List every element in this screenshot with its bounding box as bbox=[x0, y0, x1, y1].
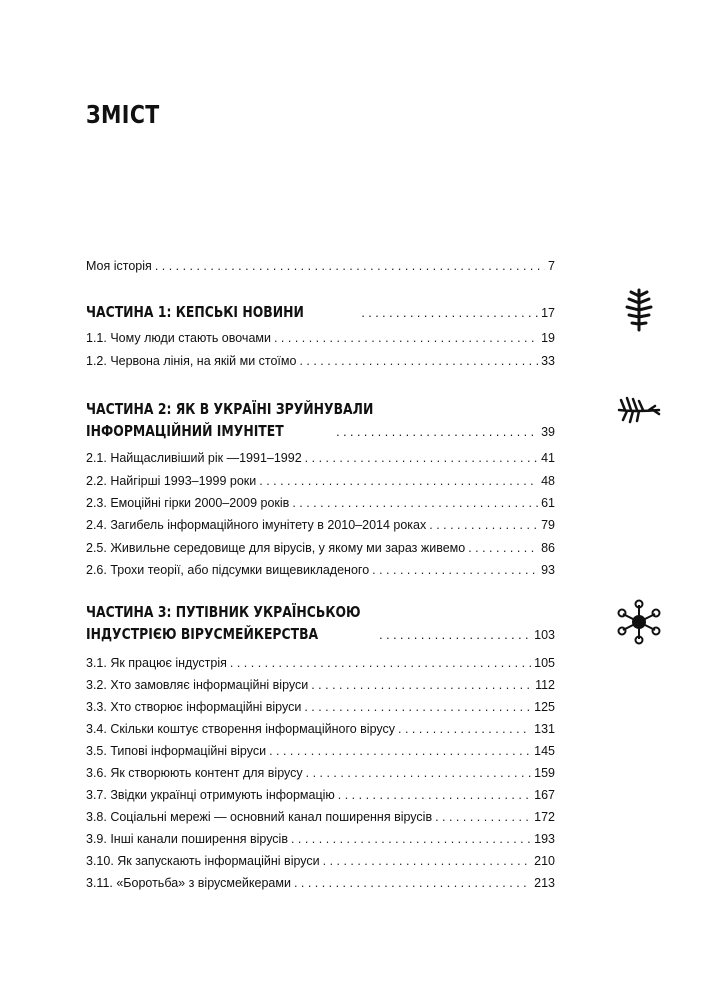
toc-entry-3-10[interactable] bbox=[86, 853, 555, 869]
dot-leader bbox=[361, 302, 538, 324]
page-number: 17 bbox=[541, 306, 555, 320]
entry-label: 1.1. Чому люди стають овочами bbox=[86, 331, 271, 345]
page-number: 33 bbox=[541, 354, 555, 368]
part-title-line1: ЧАСТИНА 3: ПУТІВНИК УКРАЇНСЬКОЮ bbox=[86, 603, 361, 621]
toc-entry-3-5[interactable] bbox=[86, 743, 555, 759]
dot-leader bbox=[306, 765, 532, 781]
toc-entry-1-1[interactable] bbox=[86, 330, 555, 346]
entry-label: 3.3. Хто створює інформаційні віруси bbox=[86, 700, 302, 714]
toc-entry-3-2[interactable] bbox=[86, 677, 555, 693]
toc-entry-2-2[interactable] bbox=[86, 473, 555, 489]
entry-label: 2.6. Трохи теорії, або підсумки вищевикладеного bbox=[86, 563, 370, 577]
part-1-heading[interactable] bbox=[86, 301, 555, 324]
dot-leader bbox=[336, 421, 538, 443]
feather-branch-icon bbox=[615, 390, 663, 438]
part-3-heading[interactable] bbox=[86, 601, 555, 646]
part-title-line2: ІНДУСТРІЄЮ ВІРУСМЕЙКЕРСТВА bbox=[86, 625, 319, 643]
toc-entry-3-1[interactable] bbox=[86, 655, 555, 671]
part-title-line1: ЧАСТИНА 2: ЯК В УКРАЇНІ ЗРУЙНУВАЛИ bbox=[86, 400, 374, 418]
page-number: 145 bbox=[534, 744, 555, 758]
dot-leader bbox=[292, 495, 538, 511]
entry-label: 2.4. Загибель інформаційного імунітету в 2010–2014 роках bbox=[86, 518, 427, 532]
dot-leader bbox=[259, 473, 538, 489]
entry-label: 2.1. Найщасливіший рік —1991–1992 bbox=[86, 451, 302, 465]
dot-leader bbox=[379, 624, 531, 646]
part-title-line2: ІНФОРМАЦІЙНИЙ ІМУНІТЕТ bbox=[86, 422, 284, 440]
toc-entry-3-7[interactable] bbox=[86, 787, 555, 803]
toc-entry-1-2[interactable] bbox=[86, 353, 555, 369]
toc-entry-3-3[interactable] bbox=[86, 699, 555, 715]
toc-entry-2-4[interactable] bbox=[86, 517, 555, 533]
dot-leader bbox=[338, 787, 531, 803]
dot-leader bbox=[230, 655, 531, 671]
dot-leader bbox=[269, 743, 531, 759]
entry-label: 1.2. Червона лінія, на якій ми стоїмо bbox=[86, 354, 297, 368]
entry-label: 3.10. Як запускають інформаційні віруси bbox=[86, 854, 320, 868]
dot-leader bbox=[429, 517, 538, 533]
toc-entry-2-6[interactable] bbox=[86, 562, 555, 578]
page-number: 210 bbox=[534, 854, 555, 868]
page-number: 39 bbox=[541, 425, 555, 439]
dot-leader bbox=[323, 853, 532, 869]
page-number: 61 bbox=[541, 496, 555, 510]
page-number: 125 bbox=[534, 700, 555, 714]
entry-label: 3.4. Скільки коштує створення інформаційного вірусу bbox=[86, 722, 395, 736]
thorny-branch-icon bbox=[615, 286, 663, 334]
dot-leader bbox=[305, 450, 538, 466]
page-number: 193 bbox=[534, 832, 555, 846]
page-number: 167 bbox=[534, 788, 555, 802]
page-number: 41 bbox=[541, 451, 555, 465]
dot-leader bbox=[274, 330, 538, 346]
dot-leader bbox=[294, 875, 531, 891]
page-number: 86 bbox=[541, 541, 555, 555]
dot-leader bbox=[468, 540, 538, 556]
dot-leader bbox=[435, 809, 531, 825]
entry-label: 3.7. Звідки українці отримують інформацію bbox=[86, 788, 335, 802]
dot-leader bbox=[291, 831, 531, 847]
dot-leader bbox=[155, 258, 545, 274]
entry-label: 3.6. Як створюють контент для вірусу bbox=[86, 766, 303, 780]
entry-label: 2.3. Емоційні гірки 2000–2009 років bbox=[86, 496, 290, 510]
page-number: 7 bbox=[548, 259, 555, 273]
page-number: 19 bbox=[541, 331, 555, 345]
entry-label: 2.2. Найгірші 1993–1999 роки bbox=[86, 474, 257, 488]
part-title: ЧАСТИНА 1: КЕПСЬКІ НОВИНИ bbox=[86, 303, 304, 321]
entry-label: Моя історія bbox=[86, 259, 152, 273]
entry-label: 3.9. Інші канали поширення вірусів bbox=[86, 832, 288, 846]
page-number: 159 bbox=[534, 766, 555, 780]
dot-leader bbox=[304, 699, 531, 715]
toc-entry-3-9[interactable] bbox=[86, 831, 555, 847]
toc-entry-3-11[interactable] bbox=[86, 875, 555, 891]
dot-leader bbox=[398, 721, 531, 737]
toc-entry-intro[interactable] bbox=[86, 258, 555, 274]
toc-entry-2-5[interactable] bbox=[86, 540, 555, 556]
toc-entry-3-6[interactable] bbox=[86, 765, 555, 781]
page-number: 172 bbox=[534, 810, 555, 824]
page-number: 93 bbox=[541, 563, 555, 577]
dot-leader bbox=[299, 353, 538, 369]
toc-entry-3-4[interactable] bbox=[86, 721, 555, 737]
entry-label: 3.11. «Боротьба» з вірусмейкерами bbox=[86, 876, 291, 890]
toc-entry-3-8[interactable] bbox=[86, 809, 555, 825]
dot-leader bbox=[372, 562, 538, 578]
dot-leader bbox=[311, 677, 532, 693]
page-number: 213 bbox=[534, 876, 555, 890]
page-number: 112 bbox=[535, 678, 555, 692]
entry-label: 2.5. Живильне середовище для вірусів, у якому ми зараз живемо bbox=[86, 541, 466, 555]
page-number: 131 bbox=[534, 722, 555, 736]
virus-network-icon bbox=[615, 598, 663, 646]
entry-label: 3.5. Типові інформаційні віруси bbox=[86, 744, 267, 758]
page-number: 79 bbox=[541, 518, 555, 532]
page-number: 103 bbox=[534, 628, 555, 642]
entry-label: 3.1. Як працює індустрія bbox=[86, 656, 227, 670]
toc-entry-2-1[interactable] bbox=[86, 450, 555, 466]
page-number: 48 bbox=[541, 474, 555, 488]
page-title: ЗМІСТ bbox=[86, 100, 160, 129]
entry-label: 3.8. Соціальні мережі — основний канал поширення вірусів bbox=[86, 810, 433, 824]
page-number: 105 bbox=[534, 656, 555, 670]
entry-label: 3.2. Хто замовляє інформаційні віруси bbox=[86, 678, 309, 692]
part-2-heading[interactable] bbox=[86, 398, 555, 443]
toc-entry-2-3[interactable] bbox=[86, 495, 555, 511]
